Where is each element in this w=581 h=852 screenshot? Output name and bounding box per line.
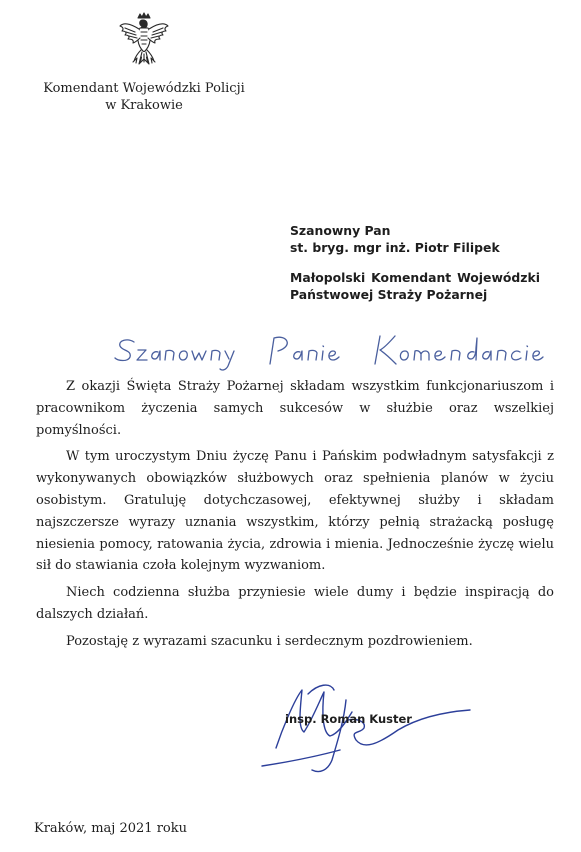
handwritten-salutation [112, 320, 581, 376]
letter-body [36, 376, 554, 658]
body-paragraph: W tym uroczystym Dniu życzę Panu i Pańskim podwładnym satysfakcji z wykonywanych obowiązków służbowych oraz spełnienia planów w życiu osobistym. Gratuluję dotychczasowej, efektywnej służby i składam najszczersze wyrazy uznania wszystkim, którzy pełnią strażacką posługę niesienia pomocy, ratowania życia, zdrowia i mienia. Jednocześnie życzę wielu sił do stawiania czoła kolejnym wyzwaniom. [36, 449, 554, 574]
addressee-name: st. bryg. mgr inż. Piotr Filipek [290, 240, 500, 255]
addressee-org-line-1: Małopolski Komendant Wojewódzki [290, 270, 540, 285]
addressee-block [290, 222, 540, 303]
body-paragraph: Z okazji Święta Straży Pożarnej składam wszystkim funkcjonariuszom i pracownikom życzenia samych sukcesów w służbie oraz wszelkiej pomyślności. [36, 379, 554, 438]
issuer-line-2: w Krakowie [105, 98, 183, 113]
handwritten-salutation-mark [112, 320, 581, 376]
addressee-org-line-2: Państwowej Straży Pożarnej [290, 287, 488, 302]
place-and-date: Kraków, maj 2021 roku [34, 821, 187, 836]
body-paragraph: Niech codzienna służba przyniesie wiele dumy i będzie inspiracją do dalszych działań. [36, 585, 554, 622]
issuer-block [20, 80, 268, 114]
signer-name: insp. Roman Kuster [285, 712, 412, 726]
issuer-line-1: Komendant Wojewódzki Policji [43, 81, 245, 96]
polish-eagle-emblem-icon [117, 12, 171, 74]
addressee-salutation: Szanowny Pan [290, 223, 391, 238]
body-paragraph: Pozostaję z wyrazami szacunku i serdecznym pozdrowieniem. [66, 633, 473, 649]
